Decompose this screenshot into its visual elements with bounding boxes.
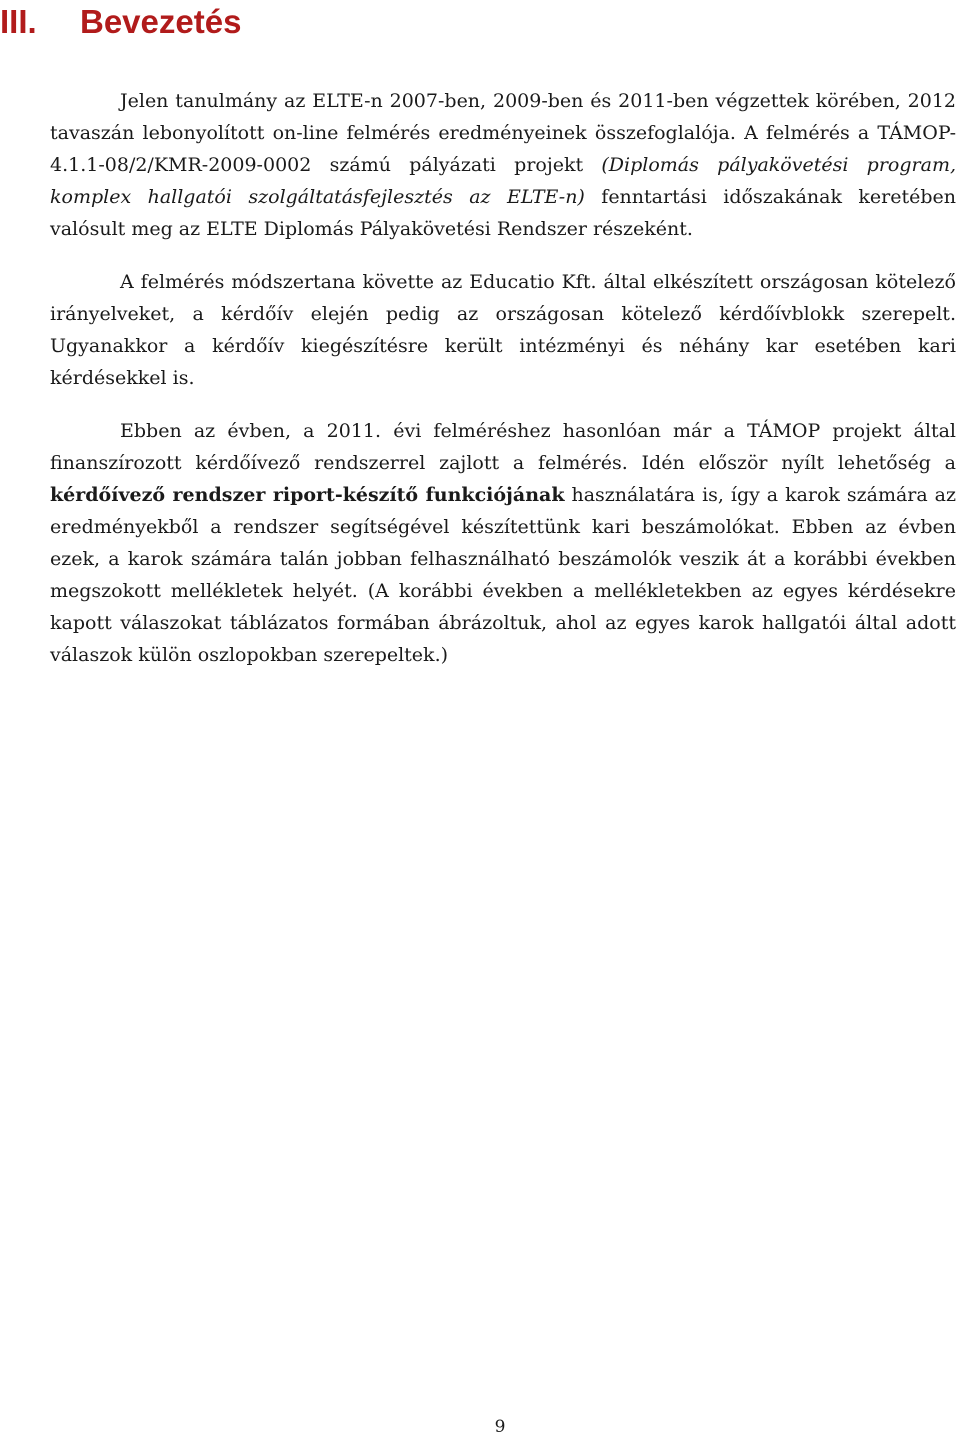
paragraph-intro <box>50 85 956 245</box>
project-title-italic: (Diplomás pályakövetési program, komplex hallgatói szolgáltatásfejlesztés az ELTE-n) <box>50 154 956 208</box>
page-number: 9 <box>494 1417 506 1437</box>
document-body <box>50 85 956 692</box>
paragraph-text: Jelen tanulmány az ELTE-n 2007-ben, 2009-ben és 2011-ben végzettek körében, 2012 tavaszán lebonyolított on-line felmérés eredményeinek összefoglalója. A felmérés a TÁMOP-4.1.1-08/2/KMR-2009-0002 számú pályázati projekt <box>50 90 956 176</box>
paragraph-text: Ebben az évben, a 2011. évi felméréshez hasonlóan már a TÁMOP projekt által finanszírozott kérdőívező rendszerrel zajlott a felmérés. Idén először nyílt lehetőség a <box>50 420 956 474</box>
section-title: Bevezetés <box>80 3 242 40</box>
section-heading <box>0 2 241 42</box>
paragraph-text: használatára is, így a karok számára az eredményekből a rendszer segítségével készítettünk kari beszámolókat. Ebben az évben ezek, a karok számára talán jobban felhasználható beszámolók veszik át a korábbi években megszokott mellékletek helyét. (A korábbi években a mellékletekben az egyes kérdésekre kapott válaszokat táblázatos formában ábrázoltuk, ahol az egyes karok hallgatói által adott válaszok külön oszlopokban szerepeltek.) <box>50 484 956 666</box>
section-number: III. <box>0 3 37 40</box>
paragraph-text: fenntartási időszakának keretében valósult meg az ELTE Diplomás Pályakövetési Rendszer részeként. <box>50 186 957 240</box>
paragraph-methodology: A felmérés módszertana követte az Educatio Kft. által elkészített országosan kötelező irányelveket, a kérdőív elején pedig az országosan kötelező kérdőívblokk szerepelt. Ugyanakkor a kérdőív kiegészítésre került intézményi és néhány kar esetében kari kérdésekkel is. <box>50 271 956 389</box>
highlighted-feature: kérdőívező rendszer riport-készítő funkciójának <box>50 484 565 506</box>
paragraph-system <box>50 415 956 671</box>
